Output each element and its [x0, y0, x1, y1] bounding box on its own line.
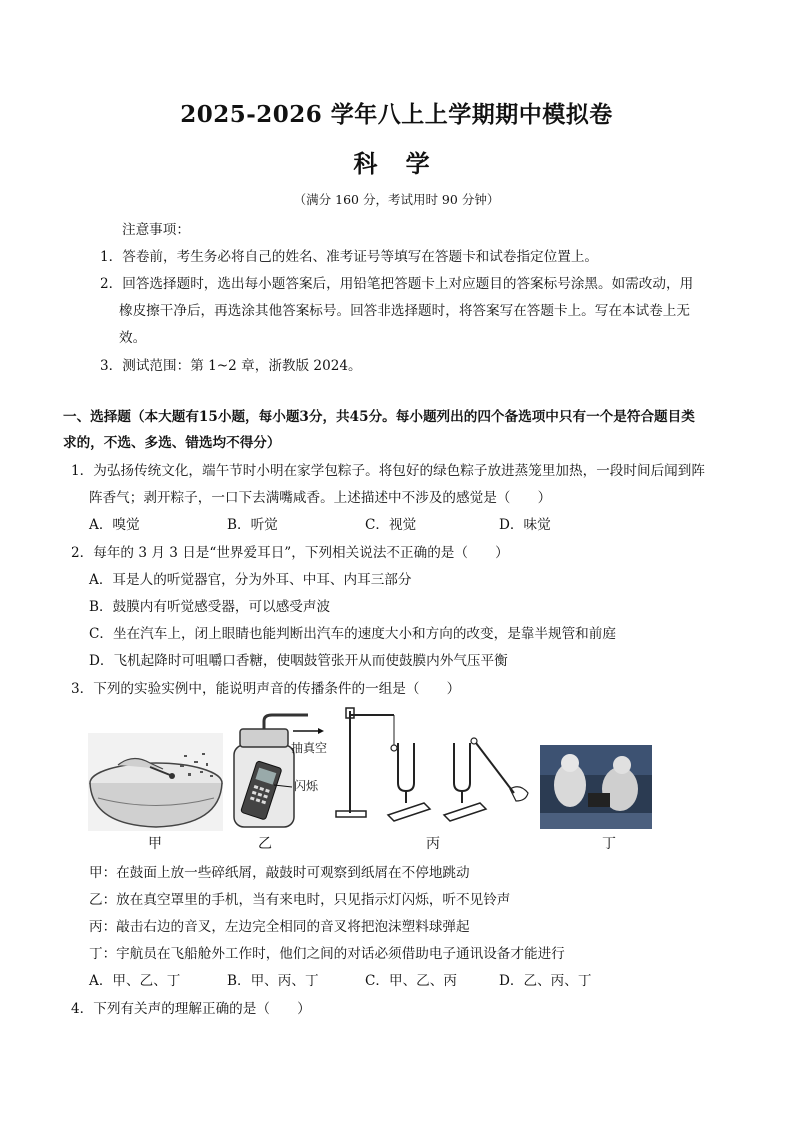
q2-stem: 2．每年的 3 月 3 日是“世界爱耳日”，下列相关说法不正确的是（ ） [71, 545, 509, 561]
q3-option-c: C．甲、乙、丙 [365, 973, 457, 989]
note-item-2-line-1: 2．回答选择题时，选出每小题答案后，用铅笔把答题卡上对应题目的答案标号涂黑。如需改动，用 [100, 276, 694, 292]
q2-option-a: A．耳是人的听觉器官，分为外耳、中耳、内耳三部分 [89, 572, 412, 588]
q3-option-d: D．乙、丙、丁 [499, 973, 592, 989]
q1-stem-line-1: 1．为弘扬传统文化，端午节时小明在家学包粽子。将包好的绿色粽子放进蒸笼里加热，一段时间后闻到阵 [71, 463, 705, 479]
q2-option-b: B．鼓膜内有听觉感受器，可以感受声波 [89, 599, 331, 615]
exam-title: 2025-2026 学年八上上学期期中模拟卷 [180, 101, 613, 128]
q3-stem: 3．下列的实验实例中，能说明声音的传播条件的一组是（ ） [71, 681, 461, 697]
note-item-3: 3．测试范围：第 1~2 章，浙教版 2024。 [100, 358, 362, 374]
figure-label-yi: 乙 [258, 836, 272, 852]
q3-desc-ding: 丁：宇航员在飞船舱外工作时，他们之间的对话必须借助电子通讯设备才能进行 [89, 946, 565, 962]
note-item-2-line-2: 橡皮擦干净后，再选涂其他答案标号。回答非选择题时，将答案写在答题卡上。写在本试卷上无 [119, 303, 690, 319]
figure-label-bing: 丙 [426, 836, 440, 852]
q3-option-a: A．甲、乙、丁 [89, 973, 181, 989]
flash-label: 闪烁 [294, 779, 319, 793]
q2-option-c: C．坐在汽车上，闭上眼睛也能判断出汽车的速度大小和方向的改变，是靠半规管和前庭 [89, 626, 616, 642]
q3-option-b: B．甲、丙、丁 [227, 973, 319, 989]
q1-option-a: A．嗅觉 [89, 517, 140, 533]
q1-stem-line-2: 阵香气；剥开粽子，一口下去满嘴咸香。上述描述中不涉及的感觉是（ ） [89, 490, 552, 506]
q3-desc-bing: 丙：敲击右边的音叉，左边完全相同的音叉将把泡沫塑料球弹起 [89, 919, 470, 935]
q3-desc-jia: 甲：在鼓面上放一些碎纸屑，敲鼓时可观察到纸屑在不停地跳动 [89, 865, 470, 881]
q2-option-d: D．飞机起降时可咀嚼口香糖，使咽鼓管张开从而使鼓膜内外气压平衡 [89, 653, 508, 669]
section-heading-line-2: 求的，不选、多选、错选均不得分） [63, 435, 281, 451]
section-heading-line-1: 一、选择题（本大题有15小题，每小题3分，共45分。每小题列出的四个备选项中只有一个是符合题目类 [63, 409, 695, 425]
q3-figure [88, 703, 654, 855]
notes-heading: 注意事项： [122, 222, 190, 238]
q3-figure-drawing [88, 703, 654, 855]
vacuum-jar-illustration [234, 715, 324, 827]
q4-stem: 4．下列有关声的理解正确的是（ ） [71, 1001, 311, 1017]
astronaut-photo [540, 745, 652, 829]
q3-desc-yi: 乙：放在真空罩里的手机，当有来电时，只见指示灯闪烁，听不见铃声 [89, 892, 511, 908]
figure-label-jia: 甲 [148, 836, 162, 852]
pump-label: 抽真空 [291, 741, 328, 755]
exam-meta: （满分 160 分，考试用时 90 分钟） [293, 192, 500, 207]
tuning-fork-illustration [336, 708, 528, 821]
q1-option-d: D．味觉 [499, 517, 551, 533]
note-item-2-line-3: 效。 [119, 330, 147, 346]
drum-illustration [88, 733, 223, 831]
q1-option-c: C．视觉 [365, 517, 417, 533]
note-item-1: 1．答卷前，考生务必将自己的姓名、准考证号等填写在答题卡和试卷指定位置上。 [100, 249, 599, 265]
q1-option-b: B．听觉 [227, 517, 278, 533]
subject-title: 科 学 [353, 149, 440, 178]
figure-label-ding: 丁 [602, 836, 616, 852]
